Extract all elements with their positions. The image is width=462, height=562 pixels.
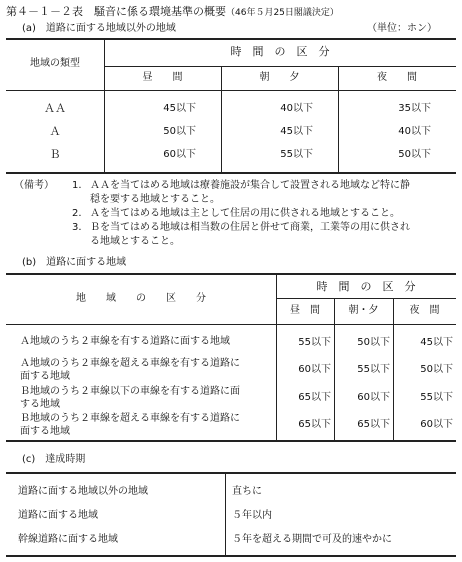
section-a-heading: (a) 道路に面する地域以外の地域 — [22, 23, 176, 34]
period-night: 夜 間 — [377, 72, 417, 83]
achievement-area: 道路に面する地域以外の地域 — [18, 486, 148, 497]
note-number: 3. — [72, 222, 82, 233]
note-line: Ｂを当てはめる地域は相当数の住居と併せて商業，工業等の用に供され — [90, 222, 410, 233]
area-row-label: 面する地域 — [20, 371, 70, 382]
unit-label: （単位：ホン） — [367, 23, 437, 34]
time-division-header: 時 間 の 区 分 — [316, 280, 416, 293]
note-line: ＡＡを当てはめる地域は療養施設が集合して設置される地域など特に静 — [90, 180, 410, 191]
value-cell: 35以下 — [398, 103, 431, 114]
area-type-a: Ａ — [49, 125, 61, 138]
value-cell: 45以下 — [280, 126, 313, 137]
value-cell: 65以下 — [357, 419, 390, 430]
area-row-label: Ａ地域のうち２車線を有する道路に面する地域 — [20, 336, 230, 347]
section-b-heading: (b) 道路に面する地域 — [22, 257, 127, 268]
value-cell: 60以下 — [298, 364, 331, 375]
value-cell: 55以下 — [357, 364, 390, 375]
value-cell: 50以下 — [398, 149, 431, 160]
area-type-b: Ｂ — [49, 148, 61, 161]
period-daytime: 昼 間 — [142, 72, 183, 83]
value-cell: 40以下 — [398, 126, 431, 137]
value-cell: 60以下 — [420, 419, 453, 430]
achievement-area: 幹線道路に面する地域 — [18, 534, 118, 545]
note-line: 穏を要する地域とすること。 — [90, 194, 220, 205]
time-division-header: 時 間 の 区 分 — [230, 45, 330, 58]
area-row-label: Ｂ地域のうち２車線以下の車線を有する道路に面 — [20, 386, 240, 397]
area-row-label: する地域 — [20, 399, 60, 410]
period-morning-evening: 朝・夕 — [348, 305, 379, 316]
achievement-period: ５年以内 — [232, 510, 272, 521]
achievement-period: 直ちに — [232, 486, 262, 497]
area-row-label: Ｂ地域のうち２車線を超える車線を有する道路に — [20, 413, 240, 424]
achievement-area: 道路に面する地域 — [18, 510, 98, 521]
area-type-aa: ＡＡ — [44, 102, 66, 115]
note-number: 1. — [72, 180, 82, 191]
area-row-label: Ａ地域のうち２車線を超える車線を有する道路に — [20, 358, 240, 369]
value-cell: 55以下 — [420, 392, 453, 403]
notes-label: （備考） — [14, 180, 54, 191]
area-type-header: 地域の類型 — [30, 58, 80, 69]
period-morning-evening: 朝 夕 — [259, 72, 300, 83]
value-cell: 60以下 — [163, 149, 196, 160]
value-cell: 55以下 — [280, 149, 313, 160]
area-division-header: 地 域 の 区 分 — [76, 293, 206, 304]
value-cell: 65以下 — [298, 419, 331, 430]
value-cell: 50以下 — [357, 337, 390, 348]
value-cell: 45以下 — [420, 337, 453, 348]
value-cell: 65以下 — [298, 392, 331, 403]
area-row-label: 面する地域 — [20, 426, 70, 437]
period-daytime: 昼 間 — [290, 305, 320, 316]
value-cell: 40以下 — [280, 103, 313, 114]
period-night: 夜 間 — [409, 305, 440, 316]
value-cell: 50以下 — [163, 126, 196, 137]
note-number: 2. — [72, 208, 82, 219]
value-cell: 50以下 — [420, 364, 453, 375]
table-title: 第４－１－２表 騒音に係る環境基準の概要（46年５月25日閣議決定） — [6, 5, 339, 18]
achievement-period: ５年を超える期間で可及的速やかに — [232, 534, 392, 545]
section-c-heading: (c) 達成時期 — [22, 454, 86, 465]
note-line: Ａを当てはめる地域は主として住居の用に供される地域とすること。 — [90, 208, 400, 219]
value-cell: 55以下 — [298, 337, 331, 348]
value-cell: 45以下 — [163, 103, 196, 114]
value-cell: 60以下 — [357, 392, 390, 403]
note-line: る地域とすること。 — [90, 236, 180, 247]
